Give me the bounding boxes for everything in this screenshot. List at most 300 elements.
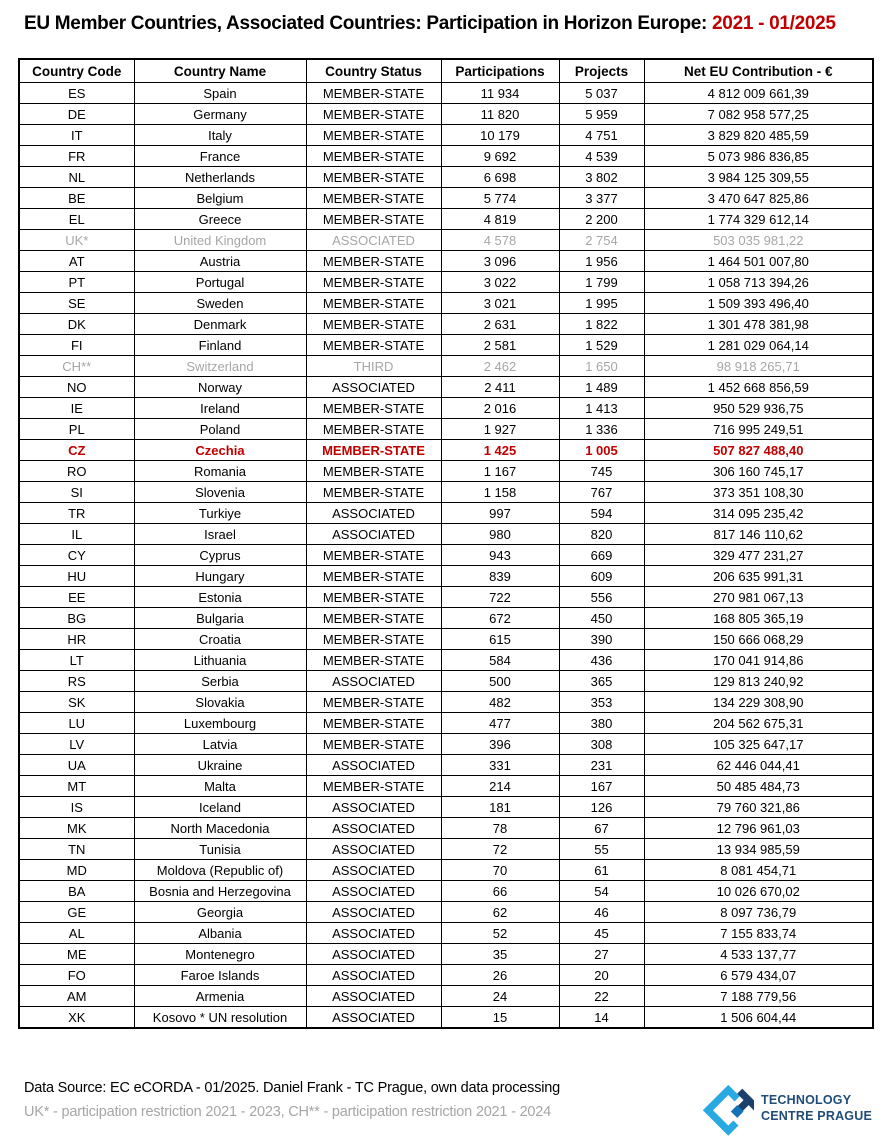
cell-country-name: Albania bbox=[134, 923, 306, 944]
cell-contribution: 168 805 365,19 bbox=[644, 608, 873, 629]
cell-contribution: 8 081 454,71 bbox=[644, 860, 873, 881]
cell-projects: 61 bbox=[559, 860, 644, 881]
cell-country-status: MEMBER-STATE bbox=[306, 209, 441, 230]
col-header-country-status: Country Status bbox=[306, 59, 441, 83]
cell-country-name: Greece bbox=[134, 209, 306, 230]
cell-country-name: Switzerland bbox=[134, 356, 306, 377]
cell-projects: 3 802 bbox=[559, 167, 644, 188]
cell-country-code: MK bbox=[19, 818, 134, 839]
cell-country-code: RS bbox=[19, 671, 134, 692]
cell-projects: 2 200 bbox=[559, 209, 644, 230]
table-row bbox=[19, 230, 873, 251]
cell-projects: 365 bbox=[559, 671, 644, 692]
cell-participations: 3 021 bbox=[441, 293, 559, 314]
cell-country-code: SI bbox=[19, 482, 134, 503]
title-main: EU Member Countries, Associated Countries: Participation in Horizon Europe: bbox=[24, 13, 713, 34]
cell-contribution: 7 188 779,56 bbox=[644, 986, 873, 1007]
cell-participations: 15 bbox=[441, 1007, 559, 1029]
cell-projects: 67 bbox=[559, 818, 644, 839]
cell-country-status: MEMBER-STATE bbox=[306, 104, 441, 125]
restriction-note: UK* - participation restriction 2021 - 2023, CH** - participation restriction 2021 - 2024 bbox=[24, 1104, 552, 1120]
cell-contribution: 50 485 484,73 bbox=[644, 776, 873, 797]
cell-projects: 1 005 bbox=[559, 440, 644, 461]
cell-projects: 1 413 bbox=[559, 398, 644, 419]
col-header-country-name: Country Name bbox=[134, 59, 306, 83]
cell-country-name: Turkiye bbox=[134, 503, 306, 524]
cell-country-code: IE bbox=[19, 398, 134, 419]
cell-country-code: LV bbox=[19, 734, 134, 755]
cell-participations: 943 bbox=[441, 545, 559, 566]
cell-country-name: Israel bbox=[134, 524, 306, 545]
cell-projects: 594 bbox=[559, 503, 644, 524]
cell-country-name: Lithuania bbox=[134, 650, 306, 671]
cell-country-name: North Macedonia bbox=[134, 818, 306, 839]
cell-country-name: Hungary bbox=[134, 566, 306, 587]
table-row bbox=[19, 776, 873, 797]
cell-country-name: Bulgaria bbox=[134, 608, 306, 629]
cell-country-code: HR bbox=[19, 629, 134, 650]
cell-projects: 1 822 bbox=[559, 314, 644, 335]
cell-country-name: Kosovo * UN resolution bbox=[134, 1007, 306, 1029]
table-row bbox=[19, 818, 873, 839]
cell-projects: 27 bbox=[559, 944, 644, 965]
cell-country-code: BG bbox=[19, 608, 134, 629]
table-row bbox=[19, 272, 873, 293]
cell-contribution: 4 533 137,77 bbox=[644, 944, 873, 965]
cell-participations: 4 578 bbox=[441, 230, 559, 251]
cell-country-status: MEMBER-STATE bbox=[306, 734, 441, 755]
cell-country-code: CZ bbox=[19, 440, 134, 461]
cell-country-code: DK bbox=[19, 314, 134, 335]
cell-participations: 2 462 bbox=[441, 356, 559, 377]
cell-country-name: Cyprus bbox=[134, 545, 306, 566]
cell-country-code: AM bbox=[19, 986, 134, 1007]
table-row bbox=[19, 629, 873, 650]
table-row bbox=[19, 1007, 873, 1029]
cell-projects: 3 377 bbox=[559, 188, 644, 209]
cell-country-status: MEMBER-STATE bbox=[306, 440, 441, 461]
cell-country-code: XK bbox=[19, 1007, 134, 1029]
table-row bbox=[19, 482, 873, 503]
cell-country-code: IT bbox=[19, 125, 134, 146]
cell-country-code: PT bbox=[19, 272, 134, 293]
cell-country-name: Italy bbox=[134, 125, 306, 146]
cell-country-name: Finland bbox=[134, 335, 306, 356]
table-row bbox=[19, 734, 873, 755]
cell-participations: 2 411 bbox=[441, 377, 559, 398]
cell-contribution: 170 041 914,86 bbox=[644, 650, 873, 671]
cell-contribution: 950 529 936,75 bbox=[644, 398, 873, 419]
cell-projects: 20 bbox=[559, 965, 644, 986]
cell-participations: 1 425 bbox=[441, 440, 559, 461]
cell-country-name: Poland bbox=[134, 419, 306, 440]
participation-table-container bbox=[18, 58, 874, 1029]
cell-contribution: 204 562 675,31 bbox=[644, 713, 873, 734]
cell-contribution: 1 281 029 064,14 bbox=[644, 335, 873, 356]
cell-contribution: 134 229 308,90 bbox=[644, 692, 873, 713]
cell-participations: 6 698 bbox=[441, 167, 559, 188]
cell-country-code: UK* bbox=[19, 230, 134, 251]
cell-country-code: FR bbox=[19, 146, 134, 167]
cell-country-status: MEMBER-STATE bbox=[306, 251, 441, 272]
cell-country-code: SK bbox=[19, 692, 134, 713]
cell-country-code: FI bbox=[19, 335, 134, 356]
cell-country-name: Norway bbox=[134, 377, 306, 398]
cell-country-name: Austria bbox=[134, 251, 306, 272]
table-row bbox=[19, 797, 873, 818]
cell-country-status: ASSOCIATED bbox=[306, 230, 441, 251]
cell-country-code: LU bbox=[19, 713, 134, 734]
cell-participations: 615 bbox=[441, 629, 559, 650]
cell-country-status: MEMBER-STATE bbox=[306, 293, 441, 314]
cell-country-code: ES bbox=[19, 83, 134, 104]
cell-contribution: 507 827 488,40 bbox=[644, 440, 873, 461]
cell-country-status: ASSOCIATED bbox=[306, 902, 441, 923]
cell-participations: 997 bbox=[441, 503, 559, 524]
cell-projects: 1 529 bbox=[559, 335, 644, 356]
cell-country-name: Faroe Islands bbox=[134, 965, 306, 986]
table-row bbox=[19, 167, 873, 188]
cell-participations: 214 bbox=[441, 776, 559, 797]
cell-contribution: 270 981 067,13 bbox=[644, 587, 873, 608]
cell-participations: 181 bbox=[441, 797, 559, 818]
cell-contribution: 8 097 736,79 bbox=[644, 902, 873, 923]
table-row bbox=[19, 398, 873, 419]
col-header-country-code: Country Code bbox=[19, 59, 134, 83]
cell-participations: 35 bbox=[441, 944, 559, 965]
cell-country-status: ASSOCIATED bbox=[306, 377, 441, 398]
footer bbox=[24, 1080, 872, 1138]
cell-country-name: France bbox=[134, 146, 306, 167]
cell-contribution: 13 934 985,59 bbox=[644, 839, 873, 860]
cell-contribution: 98 918 265,71 bbox=[644, 356, 873, 377]
cell-participations: 3 096 bbox=[441, 251, 559, 272]
table-row bbox=[19, 188, 873, 209]
cell-country-code: DE bbox=[19, 104, 134, 125]
cell-projects: 1 799 bbox=[559, 272, 644, 293]
cell-projects: 54 bbox=[559, 881, 644, 902]
cell-participations: 52 bbox=[441, 923, 559, 944]
cell-projects: 46 bbox=[559, 902, 644, 923]
cell-country-code: AL bbox=[19, 923, 134, 944]
table-row bbox=[19, 419, 873, 440]
cell-contribution: 6 579 434,07 bbox=[644, 965, 873, 986]
cell-country-code: CY bbox=[19, 545, 134, 566]
cell-country-code: HU bbox=[19, 566, 134, 587]
cell-projects: 450 bbox=[559, 608, 644, 629]
cell-projects: 436 bbox=[559, 650, 644, 671]
cell-country-name: Slovakia bbox=[134, 692, 306, 713]
cell-country-status: MEMBER-STATE bbox=[306, 587, 441, 608]
cell-country-name: Germany bbox=[134, 104, 306, 125]
cell-country-status: MEMBER-STATE bbox=[306, 650, 441, 671]
cell-projects: 2 754 bbox=[559, 230, 644, 251]
cell-projects: 45 bbox=[559, 923, 644, 944]
cell-participations: 672 bbox=[441, 608, 559, 629]
table-row bbox=[19, 671, 873, 692]
cell-country-code: AT bbox=[19, 251, 134, 272]
cell-country-name: Ukraine bbox=[134, 755, 306, 776]
cell-contribution: 314 095 235,42 bbox=[644, 503, 873, 524]
table-row bbox=[19, 944, 873, 965]
cell-contribution: 5 073 986 836,85 bbox=[644, 146, 873, 167]
cell-country-status: MEMBER-STATE bbox=[306, 566, 441, 587]
cell-country-code: MD bbox=[19, 860, 134, 881]
table-row bbox=[19, 461, 873, 482]
table-row bbox=[19, 881, 873, 902]
cell-country-name: Iceland bbox=[134, 797, 306, 818]
table-row bbox=[19, 146, 873, 167]
cell-country-name: Estonia bbox=[134, 587, 306, 608]
cell-participations: 24 bbox=[441, 986, 559, 1007]
tc-prague-logo-icon bbox=[700, 1080, 754, 1138]
table-row bbox=[19, 314, 873, 335]
table-row bbox=[19, 545, 873, 566]
data-source-note: Data Source: EC eCORDA - 01/2025. Daniel Frank - TC Prague, own data processing bbox=[24, 1080, 561, 1096]
cell-projects: 609 bbox=[559, 566, 644, 587]
table-row bbox=[19, 965, 873, 986]
participation-table bbox=[18, 58, 874, 1029]
table-row bbox=[19, 125, 873, 146]
cell-country-status: THIRD bbox=[306, 356, 441, 377]
cell-country-status: MEMBER-STATE bbox=[306, 398, 441, 419]
cell-participations: 477 bbox=[441, 713, 559, 734]
cell-country-status: MEMBER-STATE bbox=[306, 146, 441, 167]
cell-contribution: 206 635 991,31 bbox=[644, 566, 873, 587]
cell-country-status: MEMBER-STATE bbox=[306, 482, 441, 503]
cell-country-code: PL bbox=[19, 419, 134, 440]
cell-contribution: 1 464 501 007,80 bbox=[644, 251, 873, 272]
cell-participations: 26 bbox=[441, 965, 559, 986]
cell-participations: 2 581 bbox=[441, 335, 559, 356]
table-row bbox=[19, 650, 873, 671]
cell-country-code: SE bbox=[19, 293, 134, 314]
table-header-row bbox=[19, 59, 873, 83]
cell-contribution: 62 446 044,41 bbox=[644, 755, 873, 776]
cell-country-status: MEMBER-STATE bbox=[306, 692, 441, 713]
cell-country-name: Armenia bbox=[134, 986, 306, 1007]
cell-contribution: 306 160 745,17 bbox=[644, 461, 873, 482]
cell-contribution: 817 146 110,62 bbox=[644, 524, 873, 545]
cell-country-status: ASSOCIATED bbox=[306, 524, 441, 545]
cell-participations: 4 819 bbox=[441, 209, 559, 230]
cell-country-name: Georgia bbox=[134, 902, 306, 923]
cell-contribution: 3 829 820 485,59 bbox=[644, 125, 873, 146]
cell-participations: 500 bbox=[441, 671, 559, 692]
cell-country-code: BA bbox=[19, 881, 134, 902]
cell-projects: 1 336 bbox=[559, 419, 644, 440]
cell-country-name: Spain bbox=[134, 83, 306, 104]
cell-projects: 767 bbox=[559, 482, 644, 503]
cell-country-name: United Kingdom bbox=[134, 230, 306, 251]
cell-participations: 3 022 bbox=[441, 272, 559, 293]
cell-country-name: Serbia bbox=[134, 671, 306, 692]
tc-prague-logo-text bbox=[761, 1093, 872, 1124]
cell-projects: 556 bbox=[559, 587, 644, 608]
cell-country-name: Tunisia bbox=[134, 839, 306, 860]
table-row bbox=[19, 608, 873, 629]
table-row bbox=[19, 566, 873, 587]
cell-projects: 820 bbox=[559, 524, 644, 545]
table-row bbox=[19, 839, 873, 860]
cell-country-code: RO bbox=[19, 461, 134, 482]
cell-projects: 390 bbox=[559, 629, 644, 650]
cell-projects: 669 bbox=[559, 545, 644, 566]
cell-contribution: 1 301 478 381,98 bbox=[644, 314, 873, 335]
cell-projects: 55 bbox=[559, 839, 644, 860]
logo-text-line2: CENTRE PRAGUE bbox=[761, 1109, 872, 1123]
cell-country-code: EE bbox=[19, 587, 134, 608]
table-row bbox=[19, 83, 873, 104]
cell-projects: 1 650 bbox=[559, 356, 644, 377]
cell-participations: 10 179 bbox=[441, 125, 559, 146]
table-row bbox=[19, 104, 873, 125]
table-row bbox=[19, 860, 873, 881]
cell-participations: 11 934 bbox=[441, 83, 559, 104]
cell-country-name: Netherlands bbox=[134, 167, 306, 188]
cell-country-code: TN bbox=[19, 839, 134, 860]
cell-projects: 5 959 bbox=[559, 104, 644, 125]
cell-country-name: Slovenia bbox=[134, 482, 306, 503]
logo-text-line1: TECHNOLOGY bbox=[761, 1093, 852, 1108]
cell-country-status: MEMBER-STATE bbox=[306, 167, 441, 188]
cell-country-status: ASSOCIATED bbox=[306, 965, 441, 986]
cell-country-status: ASSOCIATED bbox=[306, 797, 441, 818]
cell-projects: 1 956 bbox=[559, 251, 644, 272]
table-row bbox=[19, 755, 873, 776]
cell-country-status: MEMBER-STATE bbox=[306, 83, 441, 104]
cell-country-code: BE bbox=[19, 188, 134, 209]
cell-participations: 331 bbox=[441, 755, 559, 776]
cell-country-status: MEMBER-STATE bbox=[306, 629, 441, 650]
cell-contribution: 10 026 670,02 bbox=[644, 881, 873, 902]
cell-country-name: Malta bbox=[134, 776, 306, 797]
footer-notes bbox=[24, 1080, 560, 1120]
table-row bbox=[19, 923, 873, 944]
cell-country-status: MEMBER-STATE bbox=[306, 272, 441, 293]
cell-participations: 72 bbox=[441, 839, 559, 860]
cell-contribution: 150 666 068,29 bbox=[644, 629, 873, 650]
cell-projects: 22 bbox=[559, 986, 644, 1007]
cell-country-code: CH** bbox=[19, 356, 134, 377]
cell-participations: 9 692 bbox=[441, 146, 559, 167]
cell-country-status: MEMBER-STATE bbox=[306, 713, 441, 734]
cell-country-code: ME bbox=[19, 944, 134, 965]
cell-country-status: MEMBER-STATE bbox=[306, 125, 441, 146]
cell-participations: 66 bbox=[441, 881, 559, 902]
col-header-participations: Participations bbox=[441, 59, 559, 83]
table-row bbox=[19, 251, 873, 272]
cell-country-name: Denmark bbox=[134, 314, 306, 335]
cell-country-code: NL bbox=[19, 167, 134, 188]
cell-country-status: MEMBER-STATE bbox=[306, 314, 441, 335]
cell-contribution: 1 506 604,44 bbox=[644, 1007, 873, 1029]
cell-country-status: MEMBER-STATE bbox=[306, 608, 441, 629]
page-title bbox=[24, 13, 836, 35]
cell-country-name: Ireland bbox=[134, 398, 306, 419]
cell-projects: 4 751 bbox=[559, 125, 644, 146]
cell-participations: 5 774 bbox=[441, 188, 559, 209]
table-row bbox=[19, 335, 873, 356]
cell-contribution: 7 082 958 577,25 bbox=[644, 104, 873, 125]
cell-country-name: Montenegro bbox=[134, 944, 306, 965]
cell-contribution: 7 155 833,74 bbox=[644, 923, 873, 944]
cell-country-status: MEMBER-STATE bbox=[306, 545, 441, 566]
cell-country-code: IS bbox=[19, 797, 134, 818]
cell-country-status: ASSOCIATED bbox=[306, 860, 441, 881]
cell-participations: 1 927 bbox=[441, 419, 559, 440]
cell-country-name: Moldova (Republic of) bbox=[134, 860, 306, 881]
table-row bbox=[19, 524, 873, 545]
cell-participations: 70 bbox=[441, 860, 559, 881]
table-row bbox=[19, 209, 873, 230]
table-row bbox=[19, 902, 873, 923]
cell-contribution: 129 813 240,92 bbox=[644, 671, 873, 692]
cell-country-status: ASSOCIATED bbox=[306, 839, 441, 860]
cell-participations: 980 bbox=[441, 524, 559, 545]
cell-country-status: MEMBER-STATE bbox=[306, 776, 441, 797]
cell-contribution: 1 509 393 496,40 bbox=[644, 293, 873, 314]
cell-contribution: 12 796 961,03 bbox=[644, 818, 873, 839]
cell-projects: 4 539 bbox=[559, 146, 644, 167]
cell-contribution: 105 325 647,17 bbox=[644, 734, 873, 755]
cell-contribution: 503 035 981,22 bbox=[644, 230, 873, 251]
table-row bbox=[19, 692, 873, 713]
title-period: 2021 - 01/2025 bbox=[712, 13, 836, 34]
cell-contribution: 1 058 713 394,26 bbox=[644, 272, 873, 293]
cell-country-status: ASSOCIATED bbox=[306, 503, 441, 524]
cell-contribution: 4 812 009 661,39 bbox=[644, 83, 873, 104]
table-row bbox=[19, 377, 873, 398]
cell-country-status: MEMBER-STATE bbox=[306, 188, 441, 209]
cell-country-status: ASSOCIATED bbox=[306, 986, 441, 1007]
cell-participations: 482 bbox=[441, 692, 559, 713]
cell-participations: 839 bbox=[441, 566, 559, 587]
cell-country-status: MEMBER-STATE bbox=[306, 461, 441, 482]
cell-projects: 231 bbox=[559, 755, 644, 776]
cell-participations: 78 bbox=[441, 818, 559, 839]
cell-projects: 14 bbox=[559, 1007, 644, 1029]
cell-projects: 1 489 bbox=[559, 377, 644, 398]
cell-country-status: ASSOCIATED bbox=[306, 881, 441, 902]
cell-projects: 745 bbox=[559, 461, 644, 482]
table-row bbox=[19, 293, 873, 314]
cell-country-name: Croatia bbox=[134, 629, 306, 650]
cell-country-status: ASSOCIATED bbox=[306, 1007, 441, 1029]
cell-country-name: Romania bbox=[134, 461, 306, 482]
cell-participations: 1 167 bbox=[441, 461, 559, 482]
cell-country-name: Latvia bbox=[134, 734, 306, 755]
cell-participations: 2 631 bbox=[441, 314, 559, 335]
cell-country-status: ASSOCIATED bbox=[306, 944, 441, 965]
cell-country-code: LT bbox=[19, 650, 134, 671]
cell-country-code: GE bbox=[19, 902, 134, 923]
cell-contribution: 79 760 321,86 bbox=[644, 797, 873, 818]
cell-participations: 11 820 bbox=[441, 104, 559, 125]
table-row bbox=[19, 503, 873, 524]
cell-country-code: FO bbox=[19, 965, 134, 986]
cell-participations: 1 158 bbox=[441, 482, 559, 503]
cell-country-code: UA bbox=[19, 755, 134, 776]
cell-participations: 722 bbox=[441, 587, 559, 608]
cell-country-status: MEMBER-STATE bbox=[306, 419, 441, 440]
cell-country-status: ASSOCIATED bbox=[306, 923, 441, 944]
cell-country-code: TR bbox=[19, 503, 134, 524]
table-row bbox=[19, 713, 873, 734]
cell-contribution: 1 452 668 856,59 bbox=[644, 377, 873, 398]
table-row bbox=[19, 440, 873, 461]
col-header-net-eu-contribution: Net EU Contribution - € bbox=[644, 59, 873, 83]
